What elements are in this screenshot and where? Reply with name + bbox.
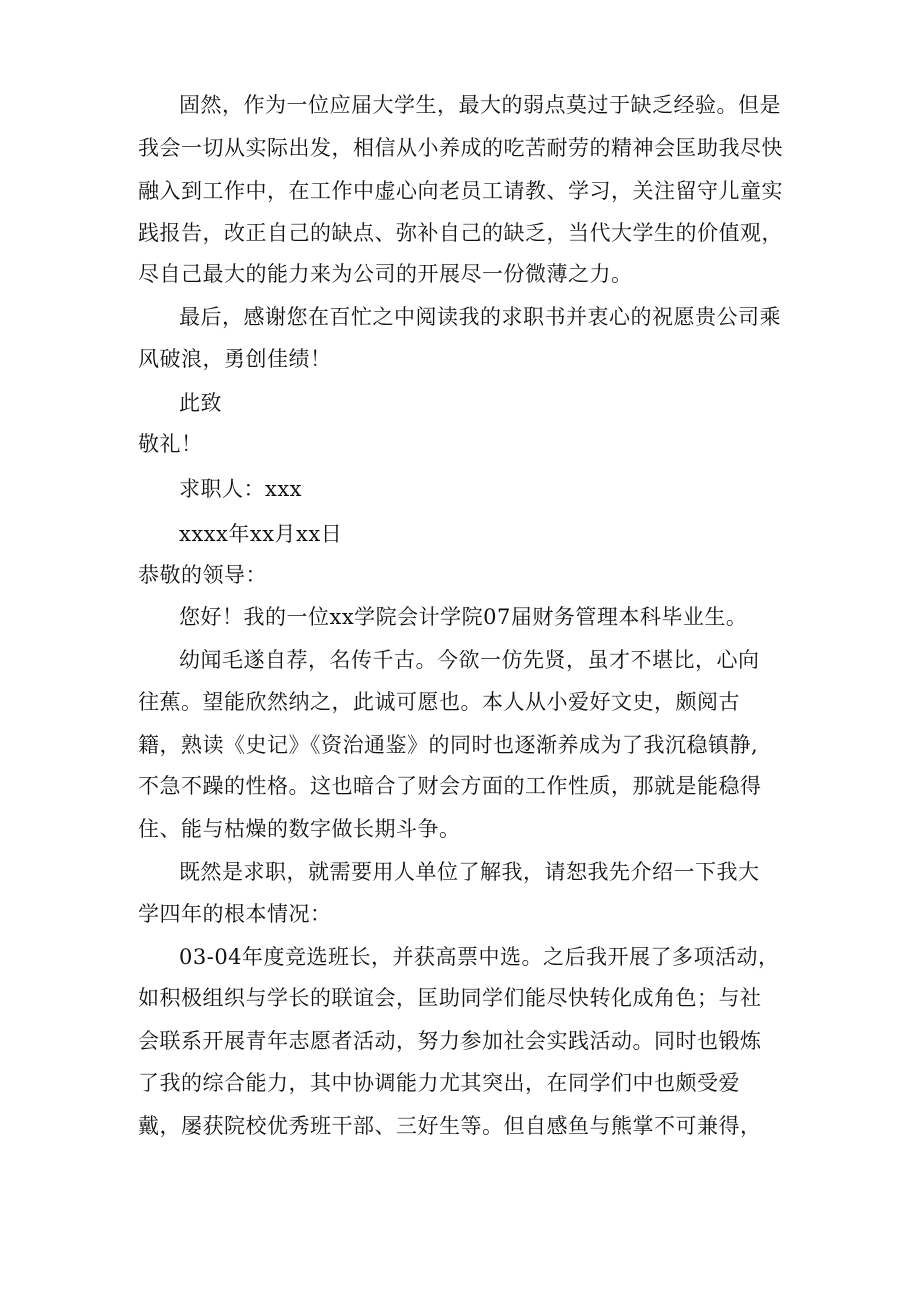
text-line: 既然是求职，就需要用人单位了解我，请恕我先介绍一下我大 <box>179 860 760 884</box>
text-line: 会联系开展青年志愿者活动，努力参加社会实践活动。同时也锻炼 <box>138 1029 762 1053</box>
text-line: 籍，熟读《史记》《资治通鉴》的同时也逐渐养成为了我沉稳镇静, <box>138 733 759 757</box>
text-line: 践报告，改正自己的缺点、弥补自己的缺乏，当代大学生的价值观， <box>138 221 783 245</box>
text-line: 求职人：xxx <box>179 477 303 501</box>
text-line: 此致 <box>179 391 222 415</box>
text-line: 不急不躁的性格。这也暗合了财会方面的工作性质，那就是能稳得 <box>138 774 762 798</box>
text-line: 固然，作为一位应届大学生，最大的弱点莫过于缺乏经验。但是 <box>179 93 781 117</box>
text-line: 最后，感谢您在百忙之中阅读我的求职书并衷心的祝愿贵公司乘 <box>179 305 781 329</box>
text-line: 住、能与枯燥的数字做长期斗争。 <box>138 817 461 841</box>
text-line: 风破浪，勇创佳绩！ <box>138 347 332 371</box>
text-line: 敬礼！ <box>138 432 203 456</box>
text-line: 幼闻毛遂自荐，名传千古。今欲一仿先贤，虽才不堪比，心向 <box>179 648 760 672</box>
text-line: xxxx年xx月xx日 <box>179 522 343 546</box>
text-line: 03-04年度竞选班长，并获高票中选。之后我开展了多项活动， <box>179 945 780 969</box>
text-line: 您好！我的一位xx学院会计学院07届财务管理本科毕业生。 <box>179 605 748 629</box>
text-line: 恭敬的领导： <box>138 563 267 587</box>
text-line: 学四年的根本情况： <box>138 902 332 926</box>
text-line: 了我的综合能力，其中协调能力尤其突出，在同学们中也颇受爱 <box>138 1071 740 1095</box>
text-line: 往蕉。望能欣然纳之，此诚可愿也。本人从小爱好文史，颇阅古 <box>138 690 740 714</box>
text-line: 尽自己最大的能力来为公司的开展尽一份微薄之力。 <box>138 262 633 286</box>
text-line: 戴，屡获院校优秀班干部、三好生等。但自感鱼与熊掌不可兼得， <box>138 1114 762 1138</box>
text-line: 如积极组织与学长的联谊会，匡助同学们能尽快转化成角色；与社 <box>138 986 762 1010</box>
text-line: 融入到工作中，在工作中虚心向老员工请教、学习，关注留守儿童实 <box>138 179 783 203</box>
text-line: 我会一切从实际出发，相信从小养成的吃苦耐劳的精神会匡助我尽快 <box>138 136 783 160</box>
